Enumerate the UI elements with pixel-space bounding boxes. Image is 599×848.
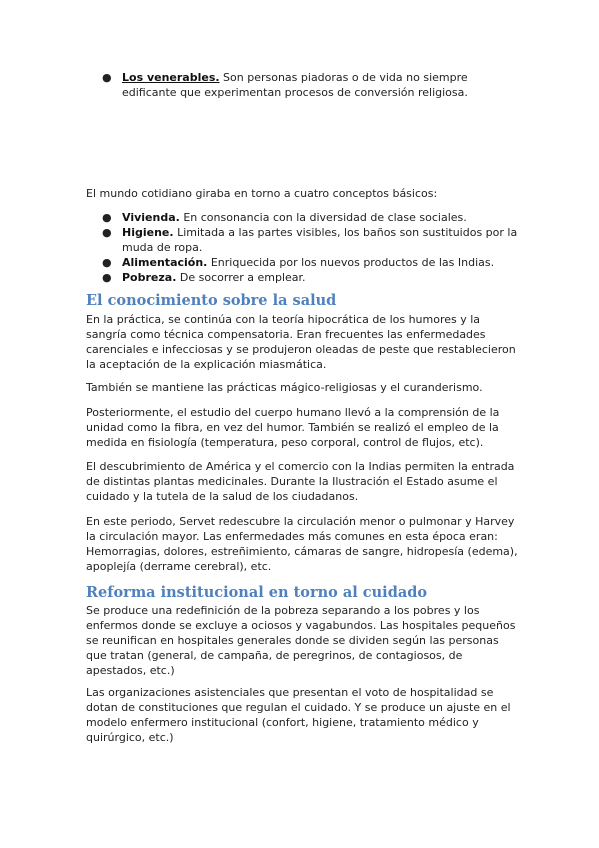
list-item-term: Pobreza. — [122, 271, 177, 284]
list-item-text: Enriquecida por los nuevos productos de las Indias. — [210, 256, 495, 269]
list-item-term: Los venerables. — [122, 71, 220, 84]
bullet-icon: ● — [102, 211, 112, 224]
list-item-text: Limitada a las partes visibles, los baños son sustituidos por la muda de ropa. — [122, 226, 518, 254]
list-item-text: Son personas piadoras o de vida no siempre edificante que experimentan procesos de conversión religiosa. — [122, 71, 468, 99]
list-item-text: En consonancia con la diversidad de clase sociales. — [183, 211, 467, 224]
paragraph: Las organizaciones asistenciales que presentan el voto de hospitalidad se dotan de constituciones que regulan el cuidado. Y se produce un ajuste en el modelo enfermero institucional (confort, higiene, tratamiento médico y quirúrgico, etc.) — [86, 686, 511, 744]
list-item — [100, 70, 520, 100]
paragraph: En este periodo, Servet redescubre la circulación menor o pulmonar y Harvey la circulación mayor. Las enfermedades más comunes en esta época eran: Hemorragias, dolores, estreñimiento, cámaras de sangre, hidropesía (edema), apoplejía (derrame cerebral), etc. — [86, 515, 518, 573]
paragraph: El descubrimiento de América y el comercio con la Indias permiten la entrada de distintas plantas medicinales. Durante la Ilustración el Estado asume el cuidado y la tutela de la salud de los ciudadanos. — [86, 460, 515, 503]
paragraph: Se produce una redefinición de la pobreza separando a los pobres y los enfermos donde se excluye a ociosos y vagabundos. Las hospitales pequeños se reunifican en hospitales generales donde se dividen según las personas que tratan (general, de campaña, de peregrinos, de contagiosos, de apestados, etc.) — [86, 604, 516, 677]
paragraph: Posteriormente, el estudio del cuerpo humano llevó a la comprensión de la unidad como la fibra, en vez del humor. También se realizó el empleo de la medida en fisiología (temperatura, peso corporal, control de flujos, etc). — [86, 406, 500, 449]
bullet-icon: ● — [102, 71, 112, 84]
paragraph: En la práctica, se continúa con la teoría hipocrática de los humores y la sangría como técnica compensatoria. Eran frecuentes las enfermedades carenciales e infecciosas y se produjeron oleadas de peste que restablecieron la aceptación de la explicación miasmática. — [86, 313, 516, 371]
paragraph: También se mantiene las prácticas mágico-religiosas y el curanderismo. — [86, 381, 483, 394]
bullet-icon: ● — [102, 271, 112, 284]
list-item-term: Vivienda. — [122, 211, 180, 224]
bullet-icon: ● — [102, 256, 112, 269]
list-item — [100, 225, 520, 255]
list-item — [100, 255, 520, 270]
list-item — [100, 210, 520, 225]
list-item — [100, 270, 520, 285]
list-item-term: Higiene. — [122, 226, 174, 239]
bullet-icon: ● — [102, 226, 112, 239]
top-bullet-list — [100, 70, 520, 100]
section-heading: El conocimiento sobre la salud — [86, 292, 337, 309]
concepts-list — [100, 210, 520, 285]
list-item-text: De socorrer a emplear. — [179, 271, 306, 284]
intro-paragraph: El mundo cotidiano giraba en torno a cuatro conceptos básicos: — [86, 187, 438, 200]
list-item-term: Alimentación. — [122, 256, 208, 269]
section-heading: Reforma institucional en torno al cuidado — [86, 584, 428, 601]
